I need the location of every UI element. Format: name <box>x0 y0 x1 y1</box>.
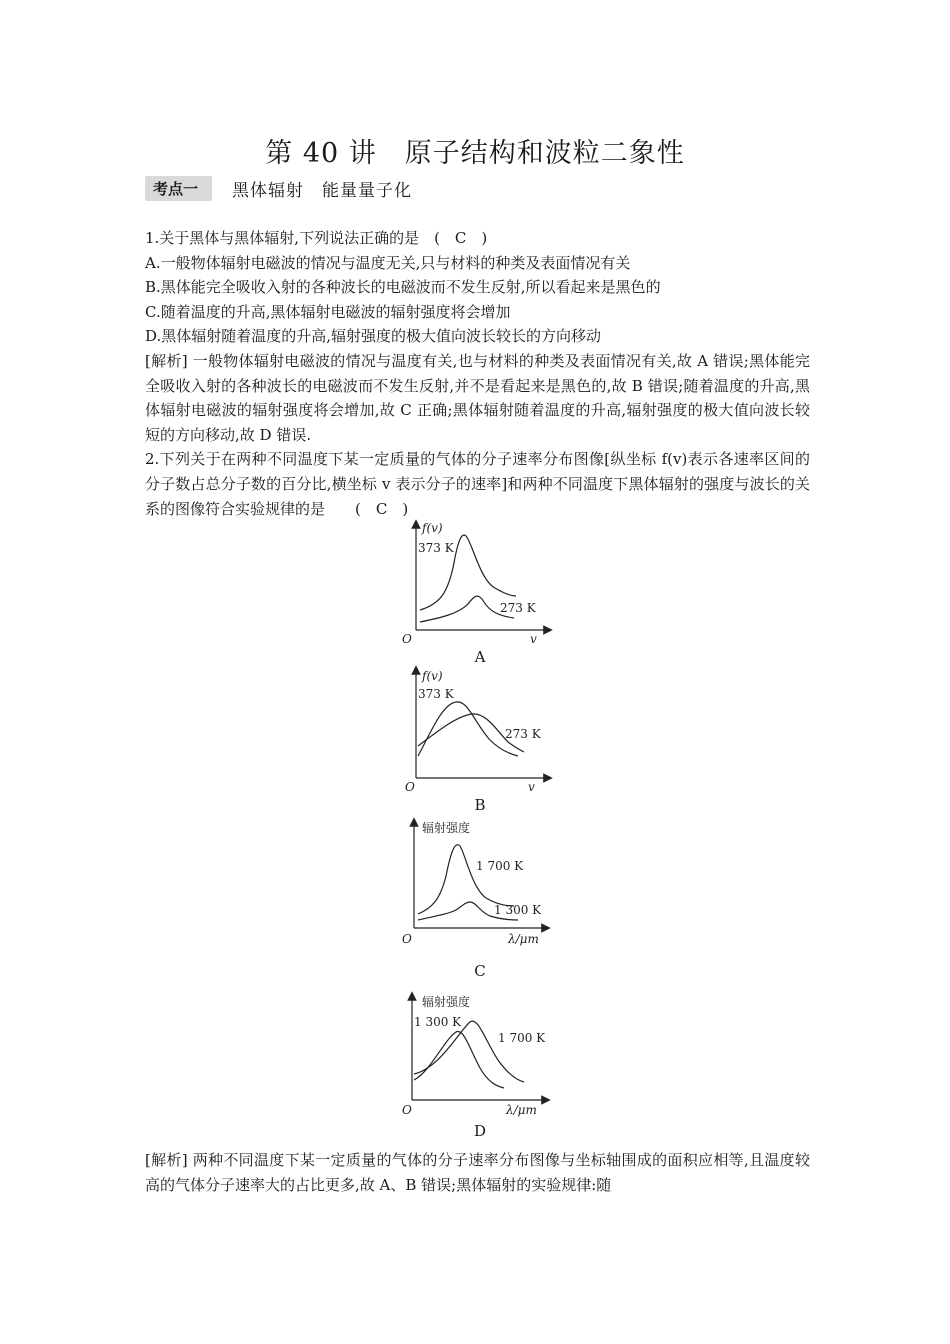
figure-d-graph <box>400 990 560 1120</box>
curve-373k <box>418 702 518 756</box>
figure-c-graph <box>400 816 560 948</box>
figure-d <box>400 990 560 1140</box>
y-axis-label: 辐射强度 <box>422 995 471 1009</box>
label-lo: 273 K <box>505 727 541 741</box>
label-lo: 1 300 K <box>494 903 542 917</box>
section-title: 黑体辐射 能量量子化 <box>232 180 413 201</box>
x-axis-label: v <box>530 632 537 646</box>
q2-stem: 2.下列关于在两种不同温度下某一定质量的气体的分子速率分布图像[纵坐标 f(v)表示各速率区间的分子数占总分子数的百分比,横坐标 v 表示分子的速率]和两种不同温度下黑体辐射的强度与波长的关系的图像符合实验规律的是 ( C ) <box>145 450 810 518</box>
label-hi: 1 300 K <box>414 1015 462 1029</box>
q1-option-c: C.随着温度的升高,黑体辐射电磁波的辐射强度将会增加 <box>145 302 511 321</box>
label-hi: 373 K <box>418 687 454 701</box>
figure-a-graph <box>400 518 560 646</box>
q1-option-b: B.黑体能完全吸收入射的各种波长的电磁波而不发生反射,所以看起来是黑色的 <box>145 278 661 297</box>
figure-b-graph <box>400 664 560 794</box>
origin-label: O <box>402 632 412 646</box>
question-content <box>145 226 810 521</box>
figure-d-caption: D <box>473 1122 487 1140</box>
q2-analysis: [解析] 两种不同温度下某一定质量的气体的分子速率分布图像与坐标轴围成的面积应相等,且温度较高的气体分子速率大的占比更多,故 A、B 错误;黑体辐射的实验规律:随 <box>145 1151 810 1194</box>
curve-1300k <box>414 1032 504 1088</box>
label-lo: 1 700 K <box>498 1031 546 1045</box>
y-axis-label: f(v) <box>422 521 443 535</box>
origin-label: O <box>402 932 412 946</box>
x-axis-label: v <box>528 780 535 794</box>
section-badge: 考点一 <box>145 176 212 201</box>
x-axis-label: λ/μm <box>508 932 539 946</box>
origin-label: O <box>405 780 415 794</box>
q1-stem: 1.关于黑体与黑体辐射,下列说法正确的是 ( C ) <box>145 229 488 247</box>
section-header <box>145 174 412 202</box>
q1-option-d: D.黑体辐射随着温度的升高,辐射强度的极大值向波长较长的方向移动 <box>145 327 602 346</box>
figure-b-caption: B <box>474 796 486 814</box>
y-axis-label: f(v) <box>422 669 443 683</box>
label-hi: 1 700 K <box>476 859 524 873</box>
page-title: 第 40 讲 原子结构和波粒二象性 <box>265 138 685 169</box>
q1-analysis: [解析] 一般物体辐射电磁波的情况与温度有关,也与材料的种类及表面情况有关,故 A 错误;黑体能完全吸收入射的各种波长的电磁波而不发生反射,并不是看起来是黑色的,故 B 错误;随着温度的升高,黑体辐射电磁波的辐射强度将会增加,故 C 正确;黑体辐射随着温度的升高,辐射强度的极大值向波长较短的方向移动,故 D 错误. <box>145 351 810 444</box>
y-axis-label: 辐射强度 <box>422 821 471 835</box>
q1-option-a: A.一般物体辐射电磁波的情况与温度无关,只与材料的种类及表面情况有关 <box>145 253 631 272</box>
figure-b <box>400 664 560 814</box>
label-hi: 373 K <box>418 541 454 555</box>
figure-c-caption: C <box>474 962 486 980</box>
figure-c <box>400 816 560 980</box>
origin-label: O <box>402 1103 412 1117</box>
figure-a-caption: A <box>474 648 486 666</box>
label-lo: 273 K <box>500 601 536 615</box>
x-axis-label: λ/μm <box>506 1103 537 1117</box>
figure-a <box>400 518 560 666</box>
